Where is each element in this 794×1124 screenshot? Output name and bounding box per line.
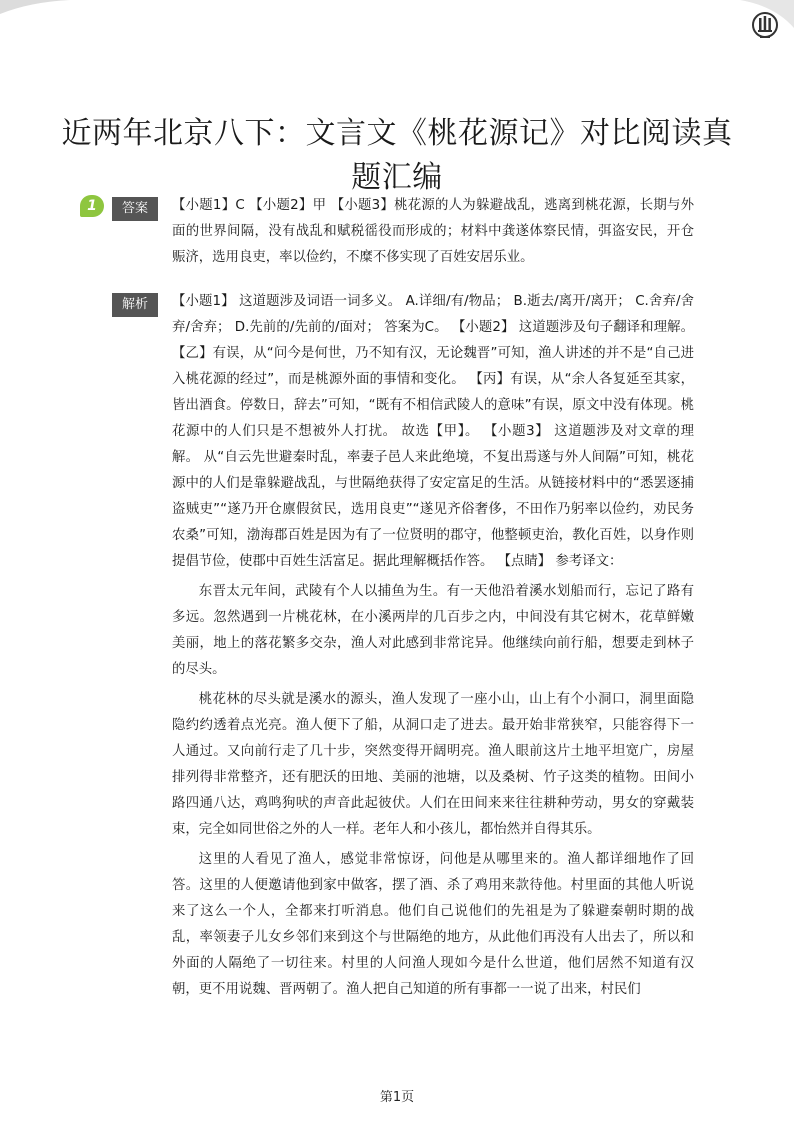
analysis-label: 解析 [112, 293, 158, 317]
emblem-logo-icon [750, 10, 780, 40]
answer-text [172, 193, 694, 271]
analysis-text [172, 289, 694, 1003]
translation-paragraph: 这里的人看见了渔人，感觉非常惊讶，问他是从哪里来的。渔人都详细地作了回答。这里的人便邀请他到家中做客，摆了酒、杀了鸡用来款待他。村里面的其他人听说来了这么一个人，全都来打听消息。他们自己说他们的先祖是为了躲避秦朝时期的战乱，率领妻子儿女乡邻们来到这个与世隔绝的地方，从此他们再没有人出去了，所以和外面的人隔绝了一切往来。村里的人问渔人现如今是什么世道，他们居然不知道有汉朝，更不用说魏、晋两朝了。渔人把自己知道的所有事都一一说了出来，村民们 [172, 852, 694, 997]
document-title: 近两年北京八下：文言文《桃花源记》对比阅读真题汇编 [61, 116, 733, 196]
answer-paragraph: 【小题1】C 【小题2】甲 【小题3】桃花源的人为躲避战乱，逃离到桃花源，长期与外面的世界间隔，没有战乱和赋税徭役而形成的；材料中龚遂体察民情，弭盗安民，开仓赈济，选用良吏，率以俭约，不糜不侈实现了百姓安居乐业。 [172, 198, 694, 265]
translation-paragraph: 桃花林的尽头就是溪水的源头，渔人发现了一座小山，山上有个小洞口，洞里面隐隐约约透着点光亮。渔人便下了船，从洞口走了进去。最开始非常狭窄，只能容得下一人通过。又向前行走了几十步，突然变得开阔明亮。渔人眼前这片土地平坦宽广，房屋排列得非常整齐，还有肥沃的田地、美丽的池塘，以及桑树、竹子这类的植物。田间小路四通八达，鸡鸣狗吠的声音此起彼伏。人们在田间来来往往耕种劳动，男女的穿戴装束，完全如同世俗之外的人一样。老年人和小孩儿，都怡然并自得其乐。 [172, 692, 694, 837]
question-number-badge: 1 [80, 195, 104, 217]
page-number: 第1页 [379, 1090, 415, 1105]
translation-paragraph: 东晋太元年间，武陵有个人以捕鱼为生。有一天他沿着溪水划船而行，忘记了路有多远。忽然遇到一片桃花林，在小溪两岸的几百步之内，中间没有其它树木，花草鲜嫩美丽，地上的落花繁多交杂，渔人对此感到非常诧异。他继续向前行船，想要走到林子的尽头。 [172, 584, 694, 677]
answer-label: 答案 [112, 197, 158, 221]
analysis-paragraph: 【小题1】 这道题涉及词语一词多义。 A.详细/有/物品； B.逝去/离开/离开； C.舍弃/舍弃/舍弃； D.先前的/先前的/面对； 答案为C。 【小题2】 这道题涉及句子翻译和理解。 【乙】有误，从“问今是何世，乃不知有汉，无论魏晋”可知，渔人讲述的并不是“自己进入桃花源的经过”，而是桃源外面的事情和变化。 【丙】有误，从“余人各复延至其家，皆出酒食。停数日，辞去”可知，“既有不相信武陵人的意味”有误，原文中没有体现。桃花源中的人们只是不想被外人打扰。 故选【甲】。 【小题3】 这道题涉及对文章的理解。 从“自云先世避秦时乱，率妻子邑人来此绝境，不复出焉遂与外人间隔”可知，桃花源中的人们是靠躲避战乱，与世隔绝获得了安定富足的生活。从链接材料中的“悉罢逐捕盗贼吏”“遂乃开仓廪假贫民，选用良吏”“遂见齐俗奢侈，不田作乃躬率以俭约，劝民务农桑”可知，渤海郡百姓是因为有了一位贤明的郡守，他整顿吏治，教化百姓，以身作则提倡节俭，使郡中百姓生活富足。据此理解概括作答。 【点睛】 参考译文： [172, 294, 694, 569]
corner-decoration [0, 0, 794, 60]
